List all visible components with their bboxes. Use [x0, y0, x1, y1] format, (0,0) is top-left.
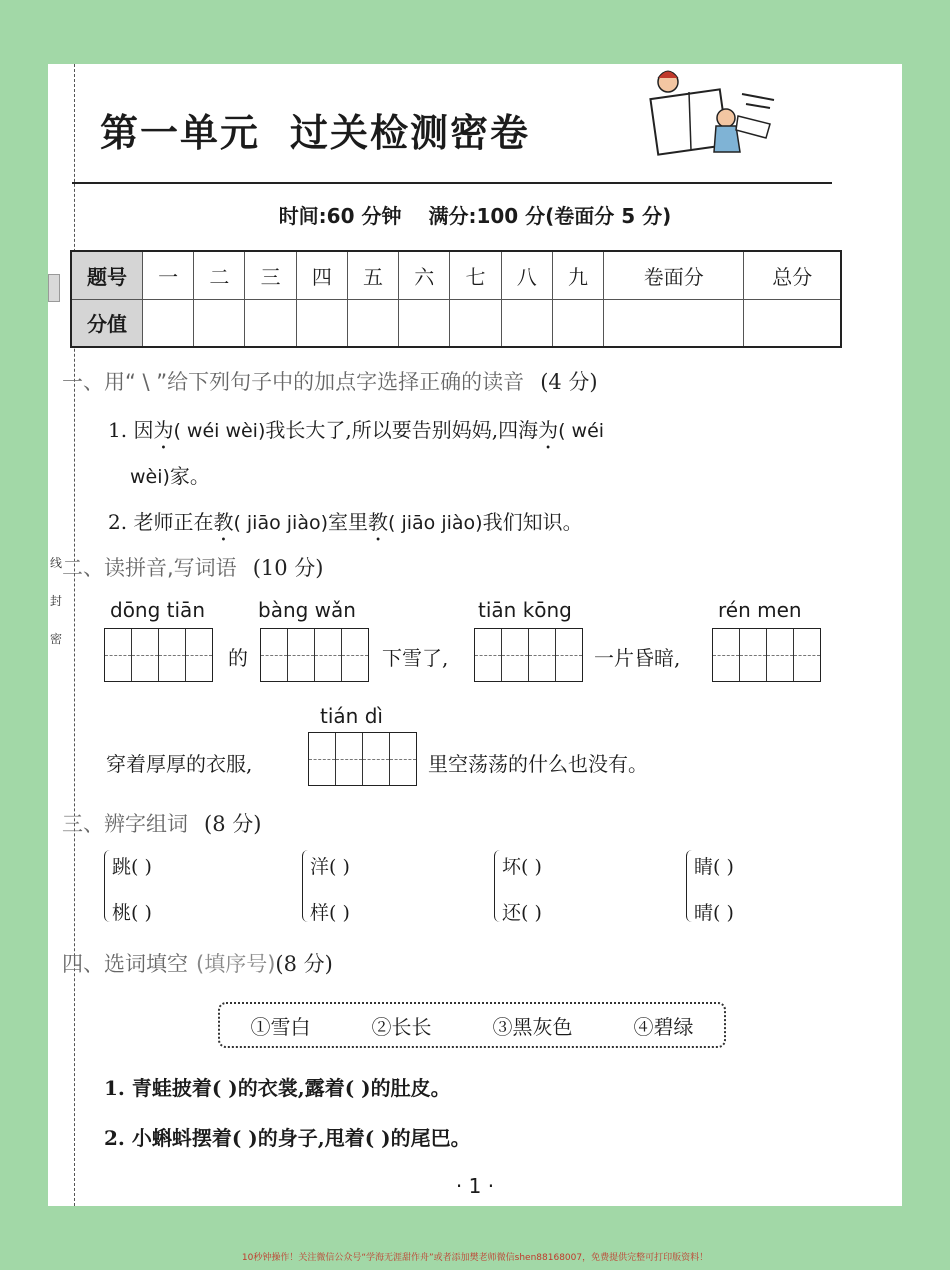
section3-title: 三、辨字组词	[62, 812, 188, 836]
score-header-cell: 四	[296, 251, 347, 299]
sec2-text-de: 的	[228, 646, 248, 670]
word-option: ①雪白	[250, 1014, 311, 1039]
section4-title: 四、选词填空	[62, 952, 188, 976]
binding-tab	[48, 274, 60, 302]
score-header-cell: 题号	[71, 251, 143, 299]
pair-item[interactable]: 还( )	[502, 902, 542, 924]
q2-dotted-char-2: 教	[368, 510, 389, 534]
score-header-cell: 二	[194, 251, 245, 299]
pair-item[interactable]: 桃( )	[112, 902, 152, 924]
section3-points: (8 分)	[204, 812, 262, 836]
section2-title: 二、读拼音,写词语	[62, 556, 237, 580]
sec2-text-snowing: 下雪了,	[382, 646, 449, 670]
writing-grid-3[interactable]	[474, 628, 583, 682]
binding-char-line: 线	[50, 556, 63, 570]
score-header-cell: 三	[245, 251, 296, 299]
pinyin-dongtian: dōng tiān	[110, 598, 205, 622]
pair-item[interactable]: 坏( )	[502, 856, 542, 878]
score-value-cell[interactable]	[399, 299, 450, 347]
pair-item[interactable]: 洋( )	[310, 856, 350, 878]
footer-promo-text: 10秒钟操作！关注微信公众号“学海无涯甜作舟”或者添加樊老师微信shen88168007，免费提供完整可打印版资料！	[241, 1253, 709, 1263]
q1-text-c: 家。	[169, 464, 210, 488]
section4-heading	[62, 948, 333, 978]
score-value-cell[interactable]	[347, 299, 398, 347]
pair-item[interactable]: 晴( )	[694, 902, 734, 924]
sec2-text-dark: 一片昏暗,	[594, 646, 681, 670]
writing-grid-4[interactable]	[712, 628, 821, 682]
page-title	[100, 102, 530, 157]
section3-heading	[62, 808, 261, 838]
section1-points: (4 分)	[540, 370, 598, 394]
sec2-text-clothes: 穿着厚厚的衣服,	[106, 752, 253, 776]
section4-note: (填序号)	[196, 952, 276, 976]
title-part1: 第一单元	[100, 110, 261, 155]
q2-dotted-char: 教	[213, 510, 234, 534]
score-value-cell[interactable]	[450, 299, 501, 347]
exam-time: 时间:60 分钟	[278, 204, 402, 228]
pinyin-renmen: rén men	[718, 598, 802, 622]
pair-item[interactable]: 跳( )	[112, 856, 152, 878]
q2-text-c: 我们知识。	[482, 510, 583, 534]
word-option: ②长长	[371, 1014, 432, 1039]
score-header-cell: 六	[399, 251, 450, 299]
score-header-cell: 一	[143, 251, 194, 299]
score-header-cell: 八	[501, 251, 552, 299]
binding-margin	[48, 64, 75, 1206]
writing-grid-2[interactable]	[260, 628, 369, 682]
word-options-box	[218, 1002, 726, 1048]
section4-points: (8 分)	[275, 952, 333, 976]
word-option: ③黑灰色	[492, 1014, 573, 1039]
exam-paper	[48, 64, 902, 1206]
q1-pinyin-option-2b[interactable]: wèi)	[130, 466, 170, 488]
q1-pinyin-option-2a[interactable]: ( wéi	[558, 420, 605, 442]
score-header-cell: 九	[552, 251, 603, 299]
section1-q1-line2	[130, 460, 210, 489]
section1-q1-line1	[108, 414, 604, 443]
binding-char-secret: 密	[50, 632, 63, 646]
pair-item[interactable]: 样( )	[310, 902, 350, 924]
pinyin-bangwan: bàng wǎn	[258, 598, 356, 622]
section2-heading	[62, 552, 323, 582]
exam-full-score: 满分:100 分(卷面分 5 分)	[428, 204, 672, 228]
score-value-cell[interactable]	[194, 299, 245, 347]
pinyin-tiandi: tián dì	[320, 704, 383, 728]
writing-grid-1[interactable]	[104, 628, 213, 682]
q1-dotted-char-2: 为	[538, 418, 559, 442]
q2-text-b: 室里	[328, 510, 369, 534]
sec2-text-empty: 里空荡荡的什么也没有。	[428, 752, 648, 776]
page-number: · 1 ·	[455, 1174, 495, 1198]
score-header-cell: 七	[450, 251, 501, 299]
score-table	[70, 250, 842, 348]
score-value-cell[interactable]	[604, 299, 744, 347]
q1-text-b: 我长大了,所以要告别妈妈,四海	[265, 418, 539, 442]
pair-item[interactable]: 睛( )	[694, 856, 734, 878]
q2-pinyin-options[interactable]: ( jiāo jiào)	[233, 512, 329, 534]
score-header-cell: 总分	[744, 251, 841, 299]
section2-points: (10 分)	[252, 556, 324, 580]
score-value-cell[interactable]	[744, 299, 841, 347]
q1-pinyin-options[interactable]: ( wéi wèi)	[173, 420, 266, 442]
word-option: ④碧绿	[633, 1014, 694, 1039]
title-divider	[72, 182, 832, 184]
score-value-label: 分值	[71, 299, 143, 347]
exam-meta	[48, 200, 902, 229]
score-table-value-row	[71, 299, 841, 347]
section4-q1[interactable]: 1. 青蛙披着( )的衣裳,露着( )的肚皮。	[104, 1076, 451, 1100]
score-value-cell[interactable]	[296, 299, 347, 347]
q1-text-a: 1. 因	[108, 418, 154, 442]
score-header-cell: 卷面分	[604, 251, 744, 299]
q2-pinyin-options-2[interactable]: ( jiāo jiào)	[388, 512, 483, 534]
writing-grid-5[interactable]	[308, 732, 417, 786]
title-part2: 过关检测密卷	[290, 110, 531, 155]
pinyin-tiankong: tiān kōng	[478, 598, 572, 622]
score-header-cell: 五	[347, 251, 398, 299]
q1-dotted-char: 为	[153, 418, 174, 442]
binding-char-seal: 封	[50, 594, 63, 608]
section1-heading	[62, 366, 598, 396]
score-table-header-row	[71, 251, 841, 299]
section1-q2	[108, 506, 583, 535]
score-value-cell[interactable]	[501, 299, 552, 347]
reading-kids-illustration	[642, 64, 782, 164]
q2-text-a: 2. 老师正在	[108, 510, 214, 534]
score-value-cell[interactable]	[245, 299, 296, 347]
score-value-cell[interactable]	[143, 299, 194, 347]
section1-title: 一、用“ \ ”给下列句子中的加点字选择正确的读音	[62, 370, 525, 394]
section4-q2[interactable]: 2. 小蝌蚪摆着( )的身子,甩着( )的尾巴。	[104, 1126, 471, 1150]
score-value-cell[interactable]	[552, 299, 603, 347]
